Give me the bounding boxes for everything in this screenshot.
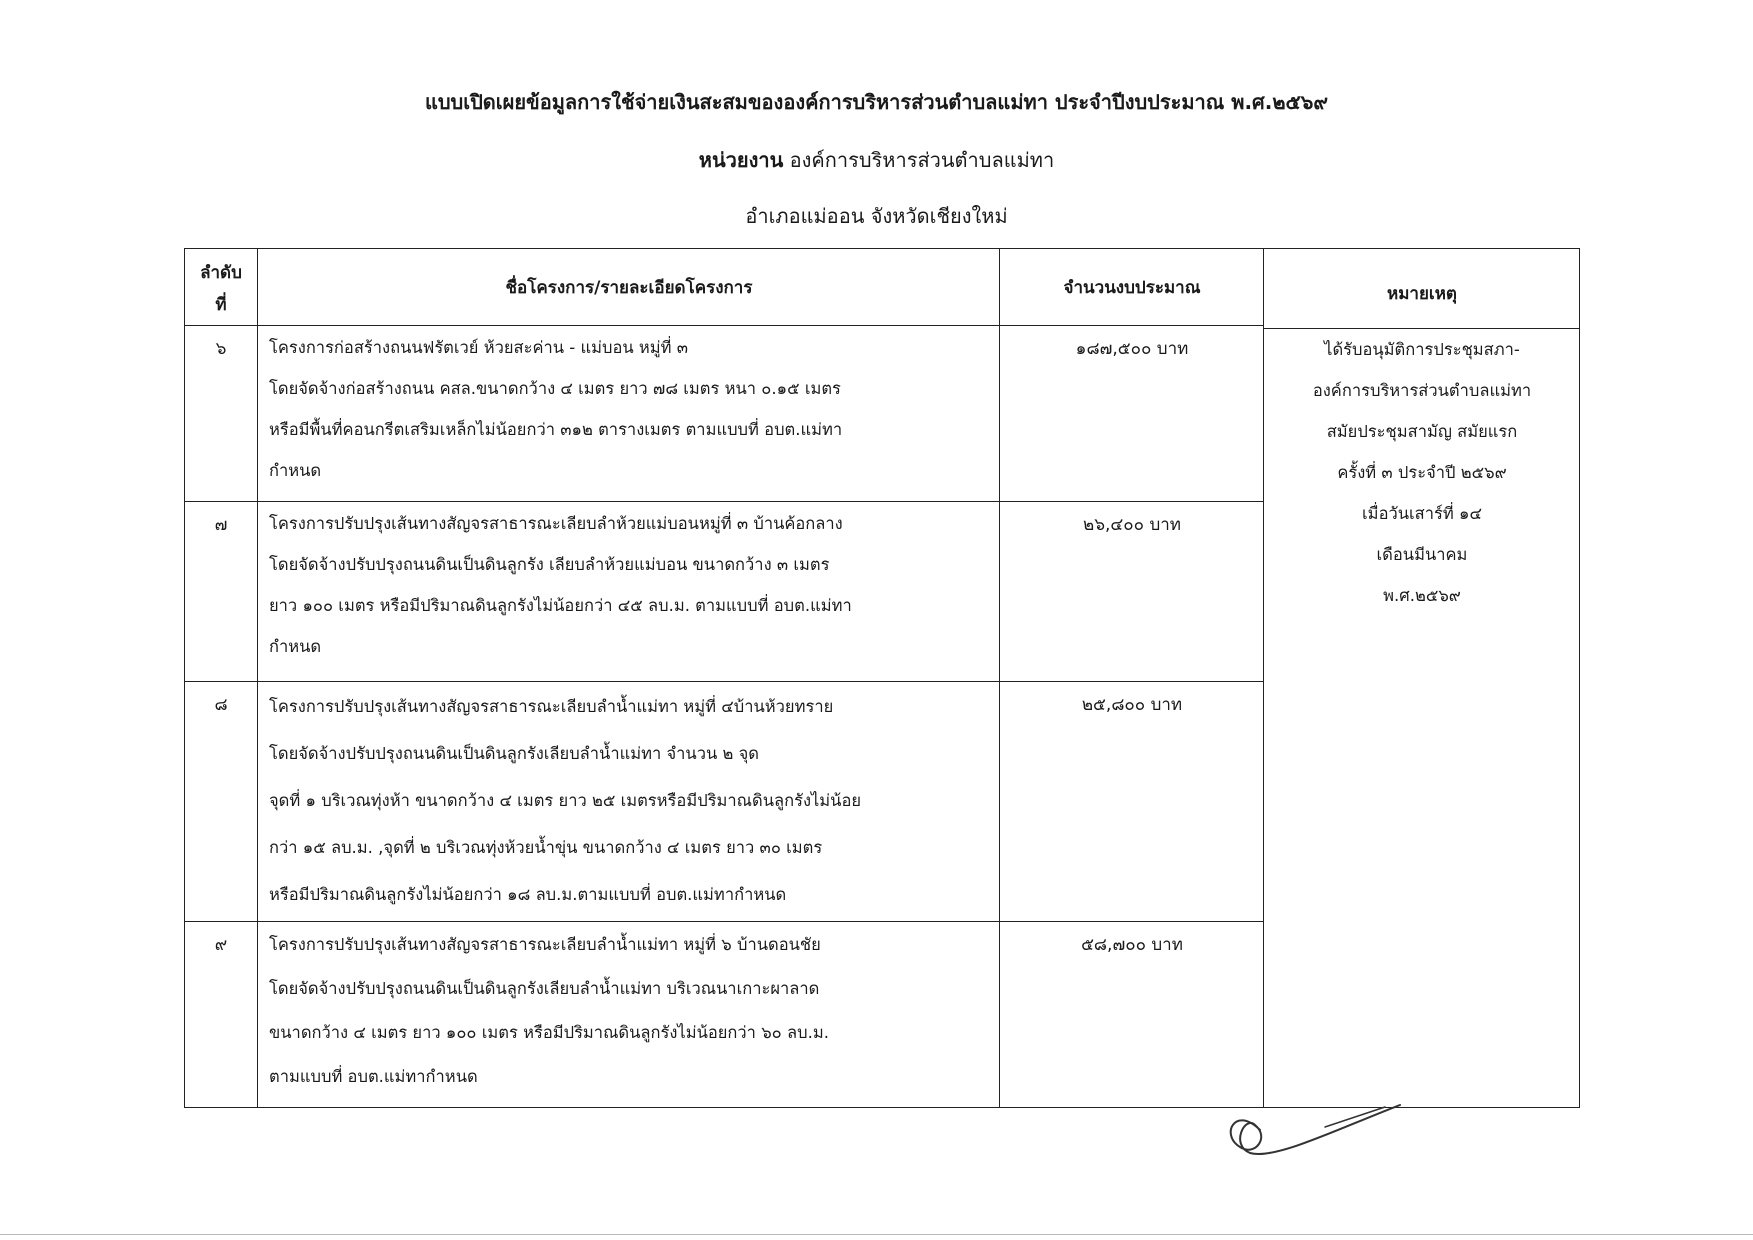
location-line: อำเภอแม่ออน จังหวัดเชียงใหม่ xyxy=(745,204,1008,228)
detail-line: โดยจัดจ้างก่อสร้างถนน คสล.ขนาดกว้าง ๔ เมตร ยาว ๗๘ เมตร หนา ๐.๑๕ เมตร xyxy=(269,379,841,398)
remark-cell xyxy=(1265,329,1579,616)
column-divider xyxy=(999,249,1000,1107)
column-header-note: หมายเหตุ xyxy=(1387,284,1457,304)
document-title: แบบเปิดเผยข้อมูลการใช้จ่ายเงินสะสมขององค์การบริหารส่วนตำบลแม่ทา ประจำปีงบประมาณ พ.ศ.๒๕๖๙ xyxy=(424,90,1329,114)
row-divider xyxy=(185,501,1263,502)
detail-line: โดยจัดจ้างปรับปรุงถนนดินเป็นดินลูกรังเลียบลำน้ำแม่ทา จำนวน ๒ จุด xyxy=(269,744,759,763)
detail-line: กำหนด xyxy=(269,461,322,480)
detail-line: ยาว ๑๐๐ เมตร หรือมีปริมาณดินลูกรังไม่น้อยกว่า ๔๕ ลบ.ม. ตามแบบที่ อบต.แม่ทา xyxy=(269,596,852,615)
row-detail xyxy=(269,923,999,1099)
agency-line xyxy=(0,144,1753,176)
row-budget: ๒๖,๔๐๐ บาท xyxy=(1083,515,1181,535)
signature-mark xyxy=(1215,1075,1415,1165)
row-divider xyxy=(185,921,1263,922)
remark-line: เดือนมีนาคม xyxy=(1376,545,1468,564)
remark-line: สมัยประชุมสามัญ สมัยแรก xyxy=(1326,422,1518,441)
detail-line: โดยจัดจ้างปรับปรุงถนนดินเป็นดินลูกรังเลียบลำน้ำแม่ทา บริเวณนาเกาะผาลาด xyxy=(269,979,820,998)
row-divider xyxy=(185,681,1263,682)
detail-line: ตามแบบที่ อบต.แม่ทากำหนด xyxy=(269,1067,478,1086)
agency-label: หน่วยงาน xyxy=(698,148,784,172)
page-edge-line xyxy=(0,1234,1753,1235)
detail-line: โครงการปรับปรุงเส้นทางสัญจรสาธารณะเลียบลำน้ำแม่ทา หมู่ที่ ๔บ้านห้วยทราย xyxy=(269,697,834,716)
detail-line: กว่า ๑๕ ลบ.ม. ,จุดที่ ๒ บริเวณทุ่งห้วยน้ำขุ่น ขนาดกว้าง ๔ เมตร ยาว ๓๐ เมตร xyxy=(269,838,823,857)
column-header-no xyxy=(185,257,257,321)
column-header-budget: จำนวนงบประมาณ xyxy=(1063,278,1201,298)
detail-line: โครงการปรับปรุงเส้นทางสัญจรสาธารณะเลียบลำห้วยแม่บอนหมู่ที่ ๓ บ้านค้อกลาง xyxy=(269,514,843,533)
detail-line: จุดที่ ๑ บริเวณทุ่งห้า ขนาดกว้าง ๔ เมตร ยาว ๒๕ เมตรหรือมีปริมาณดินลูกรังไม่น้อย xyxy=(269,791,862,810)
row-budget: ๕๘,๗๐๐ บาท xyxy=(1081,935,1183,955)
row-budget: ๒๕,๘๐๐ บาท xyxy=(1081,695,1183,715)
column-header-no-line2: ที่ xyxy=(215,295,227,315)
budget-table xyxy=(184,248,1580,1108)
column-header-project: ชื่อโครงการ/รายละเอียดโครงการ xyxy=(505,278,753,298)
detail-line: โครงการก่อสร้างถนนฟรัตเวย์ ห้วยสะค่าน - แม่บอน หมู่ที่ ๓ xyxy=(269,338,689,357)
remark-line: ครั้งที่ ๓ ประจำปี ๒๕๖๙ xyxy=(1337,463,1507,482)
row-number: ๖ xyxy=(215,339,227,359)
row-number: ๙ xyxy=(214,935,228,955)
remark-line: พ.ศ.๒๕๖๙ xyxy=(1383,586,1461,605)
detail-line: โดยจัดจ้างปรับปรุงถนนดินเป็นดินลูกรัง เลียบลำห้วยแม่บอน ขนาดกว้าง ๓ เมตร xyxy=(269,555,830,574)
detail-line: โครงการปรับปรุงเส้นทางสัญจรสาธารณะเลียบลำน้ำแม่ทา หมู่ที่ ๖ บ้านดอนชัย xyxy=(269,935,821,954)
row-detail xyxy=(269,503,999,667)
row-divider xyxy=(185,325,1263,326)
detail-line: หรือมีปริมาณดินลูกรังไม่น้อยกว่า ๑๘ ลบ.ม.ตามแบบที่ อบต.แม่ทากำหนด xyxy=(269,885,787,904)
row-budget: ๑๘๗,๕๐๐ บาท xyxy=(1075,339,1189,359)
column-divider xyxy=(257,249,258,1107)
row-detail xyxy=(269,683,999,918)
column-divider xyxy=(1263,249,1264,1107)
row-detail xyxy=(269,327,999,491)
remark-line: องค์การบริหารส่วนตำบลแม่ทา xyxy=(1312,381,1532,400)
agency-name: องค์การบริหารส่วนตำบลแม่ทา xyxy=(789,148,1055,172)
detail-line: ขนาดกว้าง ๔ เมตร ยาว ๑๐๐ เมตร หรือมีปริมาณดินลูกรังไม่น้อยกว่า ๖๐ ลบ.ม. xyxy=(269,1023,829,1042)
remark-line: เมื่อวันเสาร์ที่ ๑๔ xyxy=(1362,504,1482,523)
row-number: ๗ xyxy=(214,515,228,535)
row-number: ๘ xyxy=(214,695,228,715)
remark-line: ได้รับอนุมัติการประชุมสภา- xyxy=(1324,340,1520,359)
detail-line: กำหนด xyxy=(269,637,322,656)
column-header-no-line1: ลำดับ xyxy=(200,263,242,283)
detail-line: หรือมีพื้นที่คอนกรีตเสริมเหล็กไม่น้อยกว่า ๓๑๒ ตารางเมตร ตามแบบที่ อบต.แม่ทา xyxy=(269,420,843,439)
